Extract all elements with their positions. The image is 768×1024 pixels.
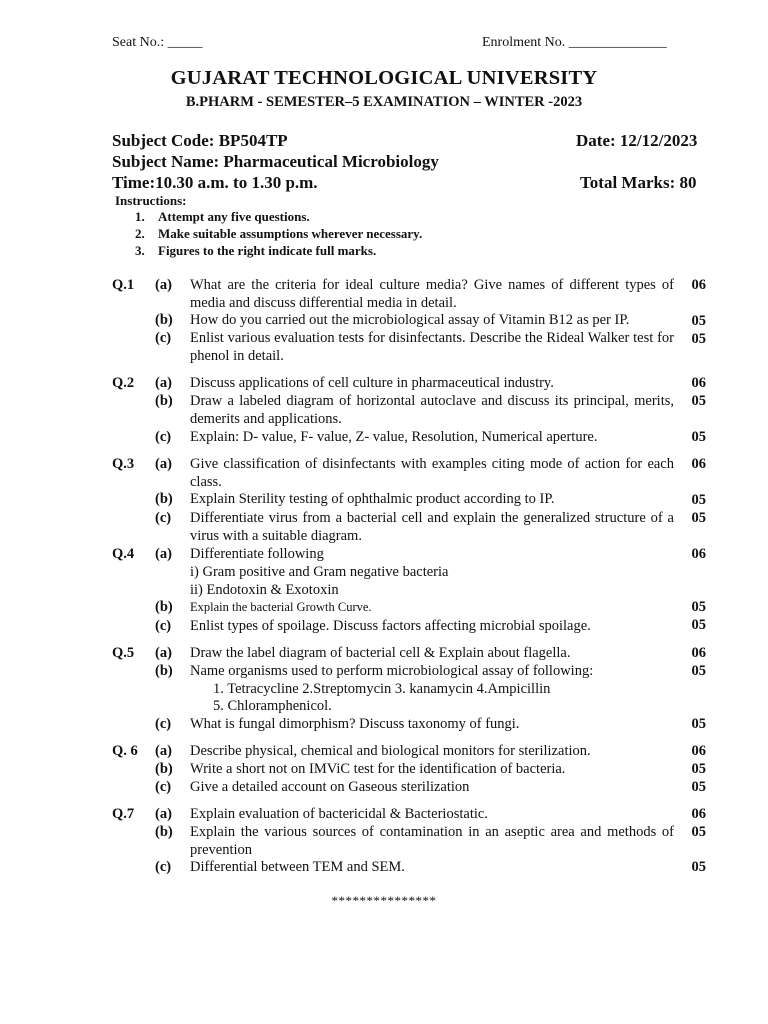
exam-date: Date: 12/12/2023 bbox=[576, 131, 698, 150]
subject-code: Subject Code: BP504TP bbox=[112, 131, 288, 150]
question-text: Enlist various evaluation tests for disinfectants. Describe the Rideal Walker test for phenol in detail. bbox=[190, 330, 674, 364]
subject-name: Subject Name: Pharmaceutical Microbiology bbox=[112, 152, 439, 171]
marks: 05 bbox=[691, 824, 706, 840]
university-title: GUJARAT TECHNOLOGICAL UNIVERSITY bbox=[170, 67, 598, 89]
sub-item: 1. Tetracycline 2.Streptomycin 3. kanamycin 4.Ampicillin bbox=[213, 681, 551, 697]
instructions-heading: Instructions: bbox=[115, 193, 187, 208]
instruction-number: 2. bbox=[135, 226, 145, 241]
part-label: (c) bbox=[155, 779, 172, 795]
question-text: Draw a labeled diagram of horizontal autoclave and discuss its principal, merits, demerits and applications. bbox=[190, 393, 674, 427]
part-label: (c) bbox=[155, 330, 172, 346]
question-label: Q.1 bbox=[112, 277, 135, 293]
part-label: (c) bbox=[155, 510, 172, 526]
question-text: Draw the label diagram of bacterial cell & Explain about flagella. bbox=[190, 645, 571, 661]
question-text: Describe physical, chemical and biological monitors for sterilization. bbox=[190, 743, 591, 759]
part-label: (c) bbox=[155, 618, 172, 634]
marks: 05 bbox=[691, 313, 706, 329]
question-text: How do you carried out the microbiological assay of Vitamin B12 as per IP. bbox=[190, 312, 630, 328]
question-label: Q.2 bbox=[112, 375, 135, 391]
instruction-text: Figures to the right indicate full marks. bbox=[158, 243, 377, 258]
question-text: Name organisms used to perform microbiological assay of following: bbox=[190, 663, 594, 679]
part-label: (c) bbox=[155, 859, 172, 875]
marks: 05 bbox=[691, 859, 706, 875]
part-label: (c) bbox=[155, 429, 172, 445]
question-text: Differential between TEM and SEM. bbox=[190, 859, 405, 875]
marks: 06 bbox=[691, 743, 706, 759]
part-label: (b) bbox=[155, 312, 173, 328]
marks: 05 bbox=[691, 510, 706, 526]
question-text: Give classification of disinfectants with examples citing mode of action for each class. bbox=[190, 456, 674, 490]
part-label: (b) bbox=[155, 393, 173, 409]
instruction-text: Attempt any five questions. bbox=[158, 209, 310, 224]
instruction-number: 1. bbox=[135, 209, 145, 224]
marks: 05 bbox=[691, 429, 706, 445]
marks: 05 bbox=[691, 492, 706, 508]
question-text: Enlist types of spoilage. Discuss factors affecting microbial spoilage. bbox=[190, 618, 591, 634]
seat-number-field: Seat No.: _____ bbox=[112, 35, 203, 50]
question-text: Write a short not on IMViC test for the identification of bacteria. bbox=[190, 761, 566, 777]
part-label: (a) bbox=[155, 743, 172, 759]
question-label: Q.5 bbox=[112, 645, 135, 661]
question-label: Q.3 bbox=[112, 456, 135, 472]
marks: 06 bbox=[691, 546, 706, 562]
part-label: (a) bbox=[155, 645, 172, 661]
exam-time: Time:10.30 a.m. to 1.30 p.m. bbox=[112, 173, 318, 192]
question-label: Q. 6 bbox=[112, 743, 138, 759]
marks: 06 bbox=[691, 375, 706, 391]
instruction-text: Make suitable assumptions wherever necessary. bbox=[158, 226, 423, 241]
question-text: Give a detailed account on Gaseous sterilization bbox=[190, 779, 470, 795]
marks: 05 bbox=[691, 716, 706, 732]
sub-item: ii) Endotoxin & Exotoxin bbox=[190, 582, 339, 598]
part-label: (a) bbox=[155, 375, 172, 391]
sub-item: 5. Chloramphenicol. bbox=[213, 698, 332, 714]
marks: 05 bbox=[691, 331, 706, 347]
marks: 06 bbox=[691, 456, 706, 472]
total-marks: Total Marks: 80 bbox=[580, 173, 697, 192]
enrolment-number-field: Enrolment No. ______________ bbox=[482, 35, 667, 50]
question-text: Explain Sterility testing of ophthalmic product according to IP. bbox=[190, 491, 555, 507]
part-label: (a) bbox=[155, 546, 172, 562]
part-label: (b) bbox=[155, 599, 173, 615]
question-label: Q.7 bbox=[112, 806, 135, 822]
question-label: Q.4 bbox=[112, 546, 135, 562]
question-text: Explain the various sources of contamination in an aseptic area and methods of prevention bbox=[190, 824, 674, 858]
marks: 05 bbox=[691, 761, 706, 777]
instruction-item bbox=[135, 243, 376, 259]
marks: 05 bbox=[691, 779, 706, 795]
question-text: Explain: D- value, F- value, Z- value, Resolution, Numerical aperture. bbox=[190, 429, 598, 445]
instruction-item bbox=[135, 226, 422, 242]
marks: 06 bbox=[691, 645, 706, 661]
marks: 05 bbox=[691, 599, 706, 615]
part-label: (a) bbox=[155, 456, 172, 472]
marks: 06 bbox=[691, 806, 706, 822]
question-text: Differentiate virus from a bacterial cell and explain the generalized structure of a virus with a suitable diagram. bbox=[190, 510, 674, 544]
sub-item: i) Gram positive and Gram negative bacteria bbox=[190, 564, 449, 580]
part-label: (b) bbox=[155, 663, 173, 679]
part-label: (c) bbox=[155, 716, 172, 732]
instruction-item bbox=[135, 209, 310, 225]
question-text: Differentiate following bbox=[190, 546, 324, 562]
part-label: (b) bbox=[155, 491, 173, 507]
instruction-number: 3. bbox=[135, 243, 145, 258]
question-text: What is fungal dimorphism? Discuss taxonomy of fungi. bbox=[190, 716, 520, 732]
question-text: Discuss applications of cell culture in pharmaceutical industry. bbox=[190, 375, 554, 391]
marks: 05 bbox=[691, 617, 706, 633]
part-label: (a) bbox=[155, 806, 172, 822]
end-of-paper-stars: *************** bbox=[331, 893, 437, 908]
marks: 06 bbox=[691, 277, 706, 293]
question-text: Explain evaluation of bactericidal & Bacteriostatic. bbox=[190, 806, 488, 822]
question-text: Explain the bacterial Growth Curve. bbox=[190, 600, 372, 614]
part-label: (b) bbox=[155, 761, 173, 777]
part-label: (a) bbox=[155, 277, 172, 293]
marks: 05 bbox=[691, 393, 706, 409]
marks: 05 bbox=[691, 663, 706, 679]
question-text: What are the criteria for ideal culture media? Give names of different types of media and discuss differential media in detail. bbox=[190, 277, 674, 311]
exam-title: B.PHARM - SEMESTER–5 EXAMINATION – WINTER -2023 bbox=[185, 94, 583, 110]
part-label: (b) bbox=[155, 824, 173, 840]
